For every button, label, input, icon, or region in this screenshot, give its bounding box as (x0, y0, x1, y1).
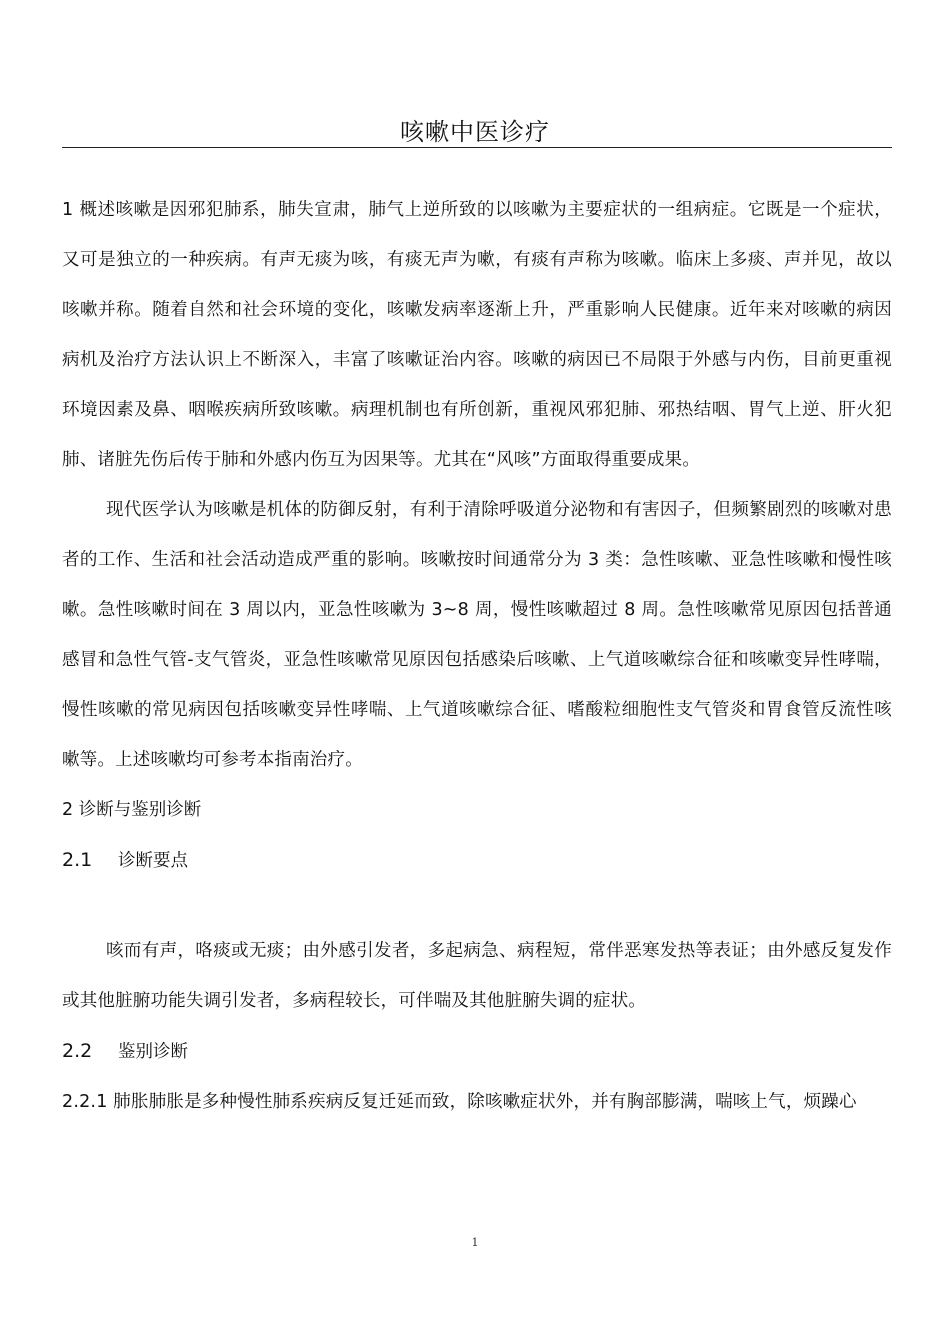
paragraph-overview: 1 概述咳嗽是因邪犯肺系，肺失宣肃，肺气上逆所致的以咳嗽为主要症状的一组病症。它既是一个症状，又可是独立的一种疾病。有声无痰为咳，有痰无声为嗽，有痰有声称为咳嗽。临床上多痰、声并见，故以咳嗽并称。随着自然和社会环境的变化，咳嗽发病率逐渐上升，严重影响人民健康。近年来对咳嗽的病因病机及治疗方法认识上不断深入，丰富了咳嗽证治内容。咳嗽的病因已不局限于外感与内伤，目前更重视环境因素及鼻、咽喉疾病所致咳嗽。病理机制也有所创新，重视风邪犯肺、邪热结咽、胃气上逆、肝火犯肺、诸脏先伤后传于肺和外感内伤互为因果等。尤其在“风咳”方面取得重要成果。 (62, 200, 892, 470)
heading-2-1-number: 2.1 (62, 849, 93, 871)
heading-2-2-number: 2.2 (62, 1040, 93, 1062)
spacer (62, 886, 892, 926)
heading-2-1-text: 诊断要点 (118, 851, 188, 871)
heading-2-2-text: 鉴别诊断 (118, 1042, 188, 1062)
document-title: 咳嗽中医诊疗 (400, 118, 550, 146)
document-body (62, 185, 892, 1127)
heading-2-2 (62, 1026, 892, 1077)
page-number: 1 (471, 1236, 479, 1249)
title-underline (62, 147, 892, 148)
paragraph-2-2-1: 2.2.1 肺胀肺胀是多种慢性肺系疾病反复迁延而致，除咳嗽症状外，并有胸部膨满，喘咳上气，烦躁心 (62, 1092, 857, 1112)
paragraph-diagnosis-points: 咳而有声，咯痰或无痰；由外感引发者，多起病急、病程短，常伴恶寒发热等表证；由外感反复发作或其他脏腑功能失调引发者，多病程较长，可伴喘及其他脏腑失调的症状。 (62, 941, 892, 1011)
heading-2-1 (62, 835, 892, 886)
paragraph-modern-medicine: 现代医学认为咳嗽是机体的防御反射，有利于清除呼吸道分泌物和有害因子，但频繁剧烈的咳嗽对患者的工作、生活和社会活动造成严重的影响。咳嗽按时间通常分为 3 类：急性咳嗽、亚急性咳嗽和慢性咳嗽。急性咳嗽时间在 3 周以内，亚急性咳嗽为 3~8 周，慢性咳嗽超过 8 周。急性咳嗽常见原因包括普通感冒和急性气管-支气管炎，亚急性咳嗽常见原因包括感染后咳嗽、上气道咳嗽综合征和咳嗽变异性哮喘，慢性咳嗽的常见病因包括咳嗽变异性哮喘、上气道咳嗽综合征、嗜酸粒细胞性支气管炎和胃食管反流性咳嗽等。上述咳嗽均可参考本指南治疗。 (62, 500, 892, 770)
heading-diagnosis: 2 诊断与鉴别诊断 (62, 800, 202, 820)
